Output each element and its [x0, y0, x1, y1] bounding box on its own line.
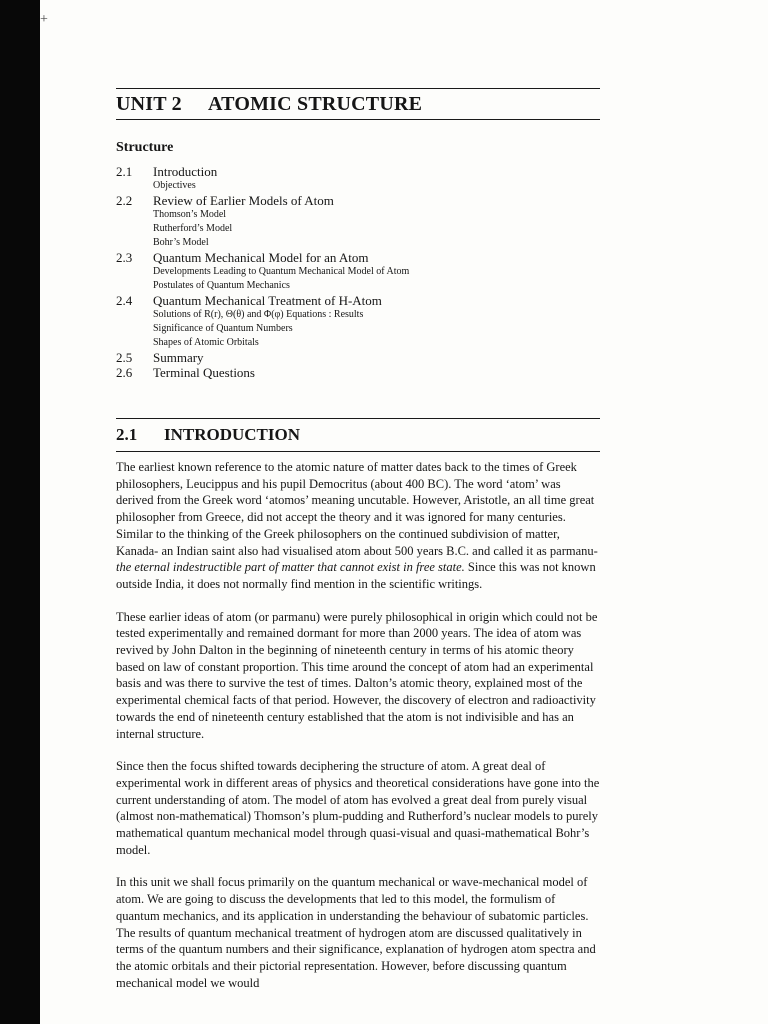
intro-bottom-rule: [116, 451, 600, 452]
unit-header: [116, 88, 600, 120]
paragraph-1: [116, 459, 600, 593]
toc-section: [116, 193, 409, 208]
paragraph-1-tail: Since this was not known outside India, it does not normally find mention in the scientific writings.: [116, 560, 596, 591]
unit-bottom-rule: [116, 119, 600, 120]
structure-title: Structure: [116, 140, 174, 155]
toc-subsection: Bohr’s Model: [153, 237, 209, 248]
toc-section: [116, 365, 409, 380]
structure-toc: [116, 140, 409, 380]
toc-section-title: Introduction: [153, 164, 218, 179]
toc-section-number: 2.2: [116, 193, 133, 208]
toc-section-number: 2.3: [116, 250, 133, 265]
introduction-body: [116, 459, 600, 1007]
intro-top-rule: [116, 418, 600, 419]
paragraph-2: These earlier ideas of atom (or parmanu) were purely philosophical in origin which could not be tested experimentally and remained dormant for more than 2000 years. The idea of atom was revived by John Dalton in the beginning of nineteenth century in terms of his atomic theory based on law of constant proportion. This time around the concept of atom had an experimental basis and was there to survive the test of times. Dalton’s atomic theory, explained most of the experimental chemical facts of that period. However, the discovery of electron and radioactivity towards the end of nineteenth century established that the atom is not indivisible and has an internal structure.: [116, 609, 598, 741]
toc-section-number: 2.4: [116, 293, 133, 308]
unit-number: UNIT 2: [116, 93, 182, 115]
toc-subsection: Postulates of Quantum Mechanics: [153, 280, 290, 291]
toc-section-number: 2.5: [116, 350, 133, 365]
introduction-header: [116, 418, 600, 452]
toc-section-title: Terminal Questions: [153, 365, 255, 380]
toc-subsection: Rutherford’s Model: [153, 223, 233, 234]
toc-section-number: 2.1: [116, 164, 133, 179]
unit-title-text: ATOMIC STRUCTURE: [208, 93, 423, 115]
unit-title: [116, 93, 600, 116]
toc-section-number: 2.6: [116, 365, 133, 380]
page-binding-edge: [0, 0, 40, 1024]
paragraph-4: In this unit we shall focus primarily on the quantum mechanical or wave-mechanical model of atom. We are going to discuss the developments that led to this model, the formulism of quantum mechanics, and its application in understanding the behaviour of subatomic particles. The results of quantum mechanical treatment of hydrogen atom are discussed qualitatively in terms of the quantum numbers and their significance, explanation of hydrogen atom spectra and the atomic orbitals and their pictorial representation. However, before discussing quantum mechanical model we would: [116, 875, 596, 990]
toc-section: [116, 164, 409, 179]
toc-subsection: Objectives: [153, 180, 196, 191]
toc-section-title: Quantum Mechanical Treatment of H-Atom: [153, 293, 382, 308]
toc-subsection: Solutions of R(r), Θ(θ) and Φ(φ) Equations : Results: [153, 309, 364, 320]
toc-section: [116, 293, 409, 308]
crop-mark: +: [40, 12, 48, 27]
toc-subsection: Significance of Quantum Numbers: [153, 323, 293, 334]
intro-title: [116, 425, 600, 445]
paragraph-1-text: The earliest known reference to the atomic nature of matter dates back to the times of Greek philosophers, Leucippus and his pupil Democritus (about 400 BC). The word ‘atom’ was derived from the Greek word ‘atomos’ meaning uncutable. However, Aristotle, an all time great philosopher from Greece, did not accept the theory and it was ignored for many centuries. Similar to the thinking of the Greek philosophers on the continued subdivision of matter, Kanada- an Indian saint also had visualised atom about 500 years B.C. and called it as parmanu-: [116, 460, 598, 558]
toc-list: [116, 164, 409, 380]
toc-section: [116, 350, 409, 365]
intro-number: 2.1: [116, 425, 138, 444]
toc-section: [116, 250, 409, 265]
toc-subsection: Thomson’s Model: [153, 209, 227, 220]
intro-title-text: INTRODUCTION: [164, 425, 301, 444]
paragraph-1-italic: the eternal indestructible part of matter that cannot exist in free state.: [116, 560, 465, 575]
unit-top-rule: [116, 88, 600, 89]
toc-section-title: Quantum Mechanical Model for an Atom: [153, 250, 369, 265]
toc-subsection: Shapes of Atomic Orbitals: [153, 337, 259, 348]
paragraph-3: Since then the focus shifted towards deciphering the structure of atom. A great deal of experimental work in different areas of physics and theoretical considerations have gone into the current understanding of atom. The model of atom has evolved a great deal from purely visual (almost non-mathematical) Thomson’s plum-pudding and Rutherford’s nuclear models to purely mathematical quantum mechanical model through quasi-visual and quasi-mathematical Bohr’s model.: [116, 759, 600, 857]
toc-subsection: Developments Leading to Quantum Mechanical Model of Atom: [153, 266, 410, 277]
toc-section-title: Summary: [153, 350, 204, 365]
toc-section-title: Review of Earlier Models of Atom: [153, 193, 334, 208]
